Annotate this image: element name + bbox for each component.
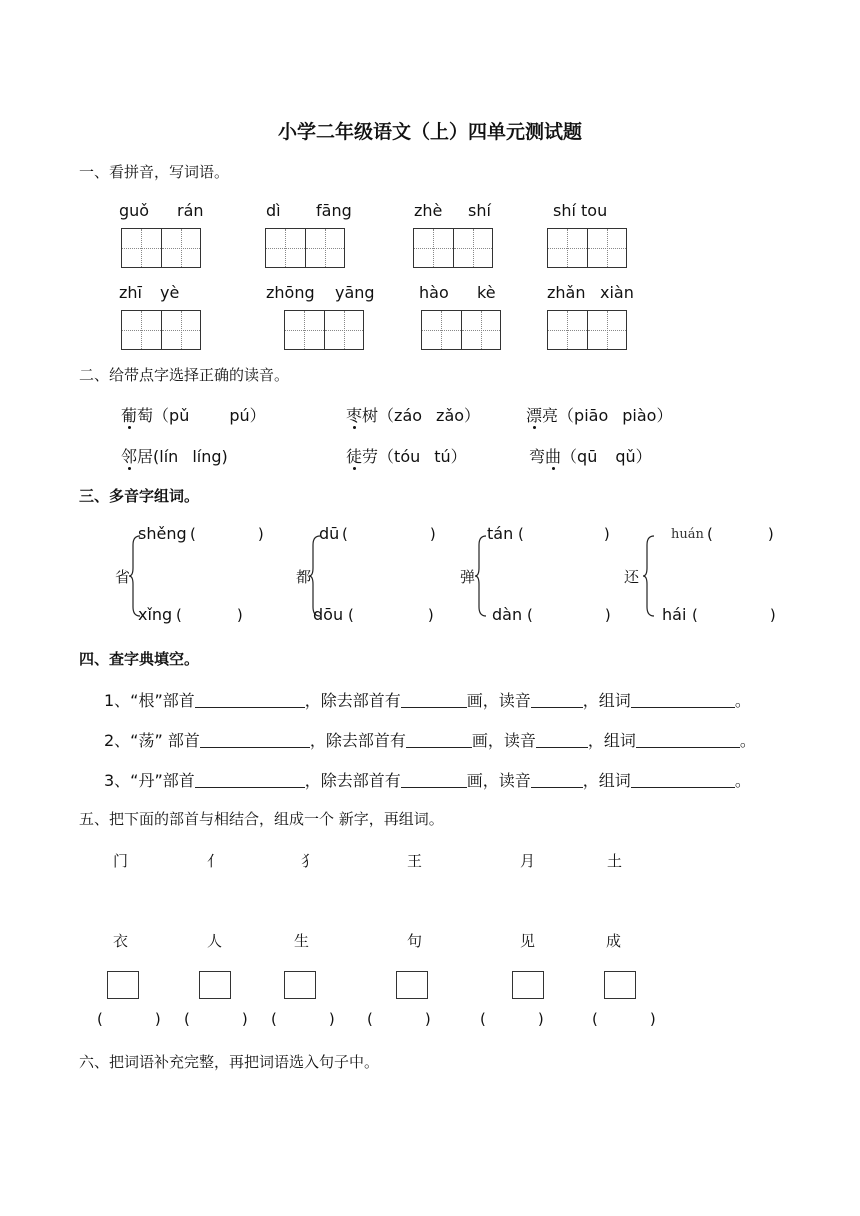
pinyin: yāng: [335, 283, 375, 302]
component: 生: [294, 932, 310, 950]
blank-pinyin[interactable]: [531, 691, 583, 708]
pinyin: dì: [266, 201, 281, 220]
answer-blank[interactable]: ( ): [176, 606, 243, 624]
tian-grid[interactable]: [121, 310, 201, 350]
component: 见: [520, 932, 536, 950]
blank-strokes[interactable]: [406, 731, 472, 748]
option-b[interactable]: piào: [622, 406, 657, 425]
brace-icon: [643, 535, 655, 617]
word-blank[interactable]: ( ): [271, 1010, 335, 1028]
radical: 亻: [207, 852, 223, 870]
radical: 犭: [301, 852, 317, 870]
pinyin: rán: [177, 201, 204, 220]
dotted-char: 邻: [121, 444, 137, 467]
option-a[interactable]: lín: [159, 447, 179, 466]
dotted-char: 漂: [526, 403, 542, 426]
blank-radical[interactable]: [195, 771, 305, 788]
page-title: 小学二年级语文（上）四单元测试题: [277, 121, 582, 143]
tian-grid[interactable]: [413, 228, 493, 268]
answer-blank[interactable]: ( ): [707, 525, 774, 543]
option-a[interactable]: piāo: [574, 406, 609, 425]
pinyin: zhī: [119, 283, 142, 302]
blank-strokes[interactable]: [401, 771, 467, 788]
reading-item: 漂亮（piāo piào）: [526, 403, 672, 426]
section-6-heading: 六、把词语补充完整，再把词语选入句子中。: [79, 1053, 380, 1071]
blank-radical[interactable]: [200, 731, 310, 748]
new-char-box[interactable]: [107, 971, 139, 999]
dotted-char: 枣: [346, 403, 362, 426]
dotted-char: 葡: [121, 403, 137, 426]
poly-char: 还: [624, 568, 640, 586]
answer-blank[interactable]: ( ): [527, 606, 611, 624]
radical: 门: [113, 852, 129, 870]
poly-pinyin-top: huán: [671, 527, 704, 542]
tian-grid[interactable]: [547, 310, 627, 350]
new-char-box[interactable]: [604, 971, 636, 999]
pinyin: guǒ: [119, 201, 150, 220]
answer-blank[interactable]: ( ): [348, 606, 434, 624]
pinyin: shí: [468, 201, 491, 220]
reading-item: 邻居(lín líng): [121, 444, 228, 467]
dotted-char: 徒: [346, 444, 362, 467]
section-2-heading: 二、给带点字选择正确的读音。: [79, 366, 290, 384]
poly-char: 弹: [460, 568, 476, 586]
section-4-heading: 四、查字典填空。: [79, 650, 200, 668]
blank-pinyin[interactable]: [531, 771, 583, 788]
new-char-box[interactable]: [199, 971, 231, 999]
blank-word[interactable]: [636, 731, 740, 748]
component: 衣: [113, 932, 129, 950]
radical: 土: [607, 852, 623, 870]
pinyin: xiàn: [600, 283, 634, 302]
poly-pinyin-top: dū: [319, 524, 340, 543]
option-b[interactable]: pú: [229, 406, 250, 425]
answer-blank[interactable]: ( ): [518, 525, 610, 543]
blank-strokes[interactable]: [401, 691, 467, 708]
dictionary-line: 1、“根”部首 ，除去部首有 画，读音 ，组词 。: [104, 691, 751, 710]
word-blank[interactable]: ( ): [480, 1010, 544, 1028]
pinyin: zhǎn: [547, 283, 586, 302]
option-b[interactable]: zǎo: [436, 406, 465, 425]
word-blank[interactable]: ( ): [97, 1010, 161, 1028]
tian-grid[interactable]: [121, 228, 201, 268]
component: 句: [407, 932, 423, 950]
dictionary-line: 3、“丹”部首 ，除去部首有 画，读音 ，组词 。: [104, 771, 751, 790]
pinyin: shí tou: [553, 201, 608, 220]
pinyin: hào: [419, 283, 449, 302]
section-3-heading: 三、多音字组词。: [79, 487, 200, 505]
tian-grid[interactable]: [265, 228, 345, 268]
poly-pinyin-bottom: dōu: [313, 605, 344, 624]
section-1-heading: 一、看拼音，写词语。: [79, 163, 230, 181]
blank-word[interactable]: [631, 771, 735, 788]
answer-blank[interactable]: ( ): [190, 525, 264, 543]
option-b[interactable]: líng: [192, 447, 222, 466]
component: 人: [207, 932, 223, 950]
dotted-char: 曲: [545, 444, 561, 467]
tian-grid[interactable]: [421, 310, 501, 350]
blank-radical[interactable]: [195, 691, 305, 708]
poly-char: 省: [115, 568, 131, 586]
blank-word[interactable]: [631, 691, 735, 708]
option-b[interactable]: qǔ: [615, 447, 636, 466]
tian-grid[interactable]: [547, 228, 627, 268]
answer-blank[interactable]: ( ): [342, 525, 436, 543]
reading-item: 枣树（záo zǎo）: [346, 403, 480, 426]
section-5-heading: 五、把下面的部首与相结合，组成一个 新字，再组词。: [79, 810, 444, 828]
poly-pinyin-bottom: dàn: [492, 605, 523, 624]
option-a[interactable]: qū: [577, 447, 598, 466]
new-char-box[interactable]: [396, 971, 428, 999]
word-blank[interactable]: ( ): [592, 1010, 656, 1028]
option-a[interactable]: tóu: [394, 447, 421, 466]
poly-char: 都: [296, 568, 312, 586]
word-blank[interactable]: ( ): [367, 1010, 431, 1028]
pinyin: zhè: [414, 201, 443, 220]
reading-item: 徒劳（tóu tú）: [346, 444, 467, 467]
poly-pinyin-top: tán: [487, 524, 514, 543]
radical: 王: [407, 852, 423, 870]
word-blank[interactable]: ( ): [184, 1010, 248, 1028]
pinyin: zhōng: [266, 283, 315, 302]
option-a[interactable]: záo: [394, 406, 423, 425]
new-char-box[interactable]: [284, 971, 316, 999]
option-b[interactable]: tú: [434, 447, 451, 466]
reading-item: 弯曲（qū qǔ）: [529, 444, 652, 467]
pinyin: fāng: [316, 201, 352, 220]
option-a[interactable]: pǔ: [169, 406, 190, 425]
component: 成: [606, 932, 622, 950]
blank-pinyin[interactable]: [536, 731, 588, 748]
pinyin: kè: [477, 283, 496, 302]
pinyin: yè: [160, 283, 180, 302]
poly-pinyin-bottom: xǐng: [138, 605, 173, 624]
answer-blank[interactable]: ( ): [692, 606, 776, 624]
reading-item: 葡萄（pǔ pú）: [121, 403, 266, 426]
poly-pinyin-top: shěng: [138, 524, 187, 543]
dictionary-line: 2、“荡” 部首 ，除去部首有 画，读音 ，组词 。: [104, 731, 756, 750]
new-char-box[interactable]: [512, 971, 544, 999]
brace-icon: [475, 535, 487, 617]
tian-grid[interactable]: [284, 310, 364, 350]
radical: 月: [520, 852, 536, 870]
poly-pinyin-bottom: hái: [662, 605, 687, 624]
